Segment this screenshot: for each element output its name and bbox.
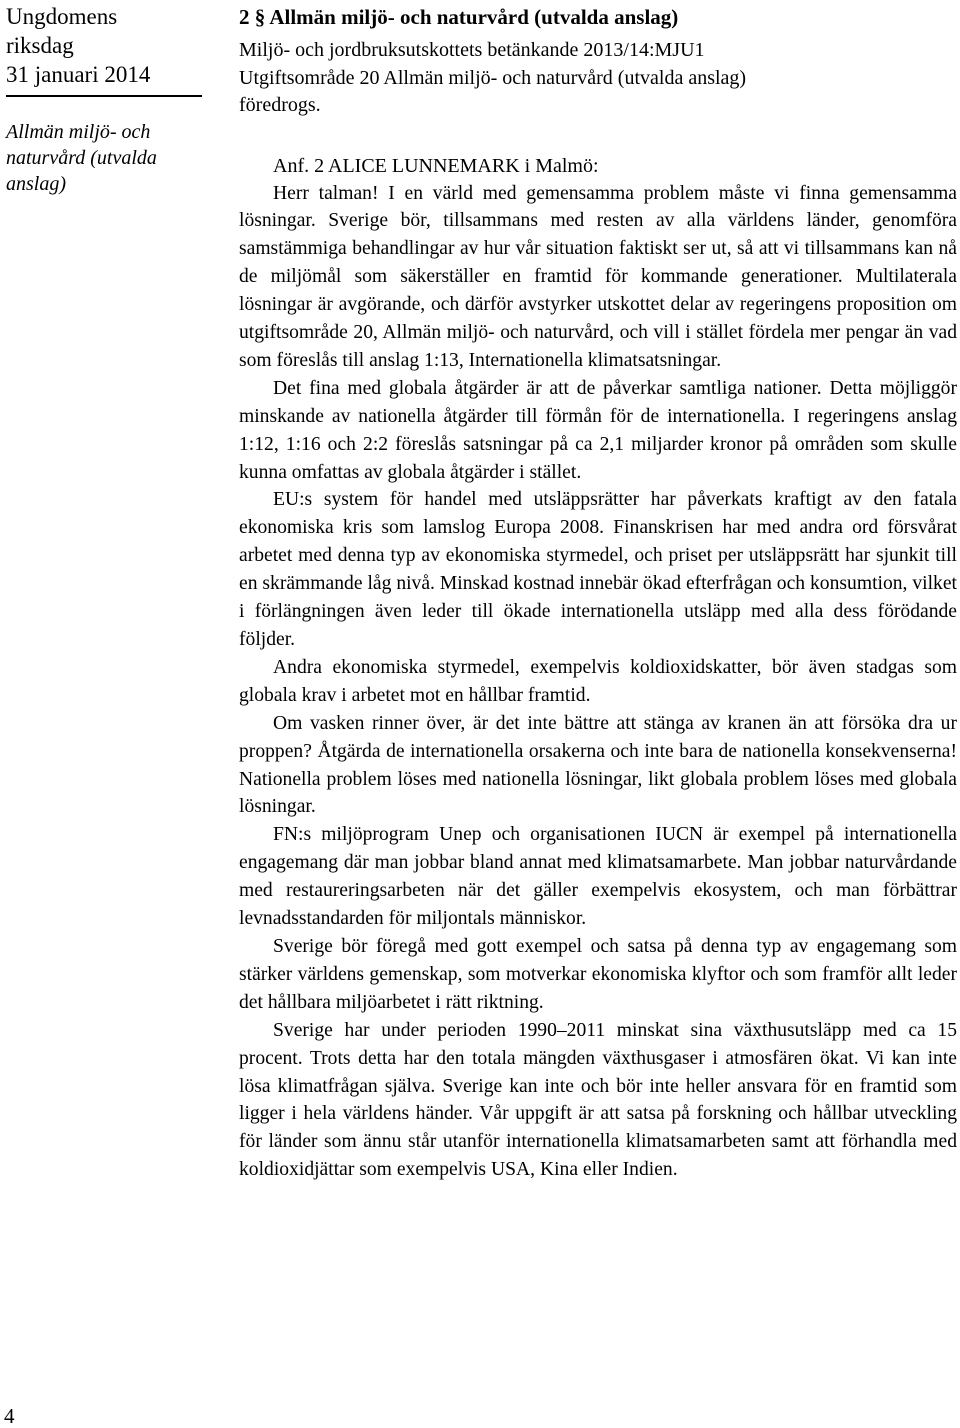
topic-line: Allmän miljö- och — [6, 121, 151, 143]
publication-header — [6, 0, 206, 89]
section-heading: 2 § Allmän miljö- och naturvård (utvalda anslag) — [239, 5, 679, 29]
report-meta — [239, 37, 957, 120]
speech-paragraph: Sverige bör föregå med gott exempel och satsa på denna typ av engagemang som stärker världens gemenskap, som motverkar ekonomiska klyftor och som framför allt leder det hållbara miljöarbetet i rätt riktning. — [239, 935, 957, 1013]
speech-paragraph: Andra ekonomiska styrmedel, exempelvis koldioxidskatter, bör även stadgas som globala krav i arbetet mot en hållbar framtid. — [239, 656, 957, 706]
speech-paragraph: Det fina med globala åtgärder är att de påverkar samtliga nationer. Detta möjliggör minskande av nationella åtgärder till förmån för de internationella. I regeringens anslag 1:12, 1:16 och 2:2 föreslås satsningar på ca 2,1 miljarder kronor på områden som skulle kunna omfattas av globala åtgärder i stället. — [239, 377, 957, 483]
speech-paragraph: EU:s system för handel med utsläppsrätter har påverkats kraftigt av den fatala ekonomiska kris som lamslog Europa 2008. Finanskrisen har med andra ord försvårat arbetet med denna typ av ekonomiska styrmedel, och priset per utsläppsrätt har sjunkit till en skrämmande låg nivå. Minskad kostnad innebär ökad efterfrågan och konsumtion, vilket i förlängningen även leder till ökade internationella utsläpp med alla dess förödande följder. — [239, 489, 957, 650]
meta-line: Miljö- och jordbruksutskottets betänkande 2013/14:MJU1 — [239, 39, 705, 61]
sidebar-topic — [6, 119, 206, 197]
speech-paragraph: FN:s miljöprogram Unep och organisationen IUCN är exempel på internationella engagemang där man jobbar bland annat med klimatsamarbete. Man jobbar naturvårdande med restaureringsarbeten när det gäller exempelvis ekosystem, och man förbättrar levnadsstandarden för miljontals människor. — [239, 824, 957, 930]
header-line: riksdag — [6, 33, 74, 58]
topic-line: anslag) — [6, 173, 66, 195]
page-number: 4 — [4, 1404, 15, 1428]
header-line: Ungdomens — [6, 4, 118, 29]
header-divider — [6, 95, 202, 97]
topic-line: naturvård (utvalda — [6, 147, 157, 169]
speaker-line: Anf. 2 ALICE LUNNEMARK i Malmö: — [273, 154, 599, 177]
meta-line: Utgiftsområde 20 Allmän miljö- och naturvård (utvalda anslag) — [239, 66, 747, 89]
speech-body — [239, 180, 957, 1185]
speech-paragraph: Sverige har under perioden 1990–2011 minskat sina växthusutsläpp med ca 15 procent. Trots detta har den totala mängden växthusgaser i atmosfären ökat. Vi kan inte lösa klimatfrågan själva. Sverige kan inte och bör inte heller ansvara för en framtid som ligger i hela världens händer. Vår uppgift är att satsa på forskning och hållbar utveckling för länder som ännu står utanför internationella klimatsamarbeten samt att förhandla med koldioxidjättar som exempelvis USA, Kina eller Indien. — [239, 1019, 957, 1181]
sidebar — [6, 0, 206, 197]
main-content — [239, 0, 957, 1184]
speech-paragraph: Herr talman! I en värld med gemensamma problem måste vi finna gemensamma lösningar. Sverige bör, tillsammans med resten av alla världens länder, genomföra samstämmiga behandlingar av hur vår situation faktiskt ser ut, så att vi tillsammans kan nå de miljömål som säkerställer en framtid för kommande generationer. Multilaterala lösningar är avgörande, och därför avstyrker utskottet delar av regeringens proposition om utgiftsområde 20, Allmän miljö- och naturvård, och vill i stället fördela mer pengar än vad som föreslås till anslag 1:13, Internationella klimatsatsningar. — [239, 182, 957, 371]
header-line: 31 januari 2014 — [6, 62, 151, 87]
meta-line: föredrogs. — [239, 94, 321, 116]
speech-paragraph: Om vasken rinner över, är det inte bättre att stänga av kranen än att försöka dra ur proppen? Åtgärda de internationella orsakerna och inte bara de nationella konsekvenserna! Nationella problem löses med nationella lösningar, likt globala problem löses med globala lösningar. — [239, 712, 957, 818]
